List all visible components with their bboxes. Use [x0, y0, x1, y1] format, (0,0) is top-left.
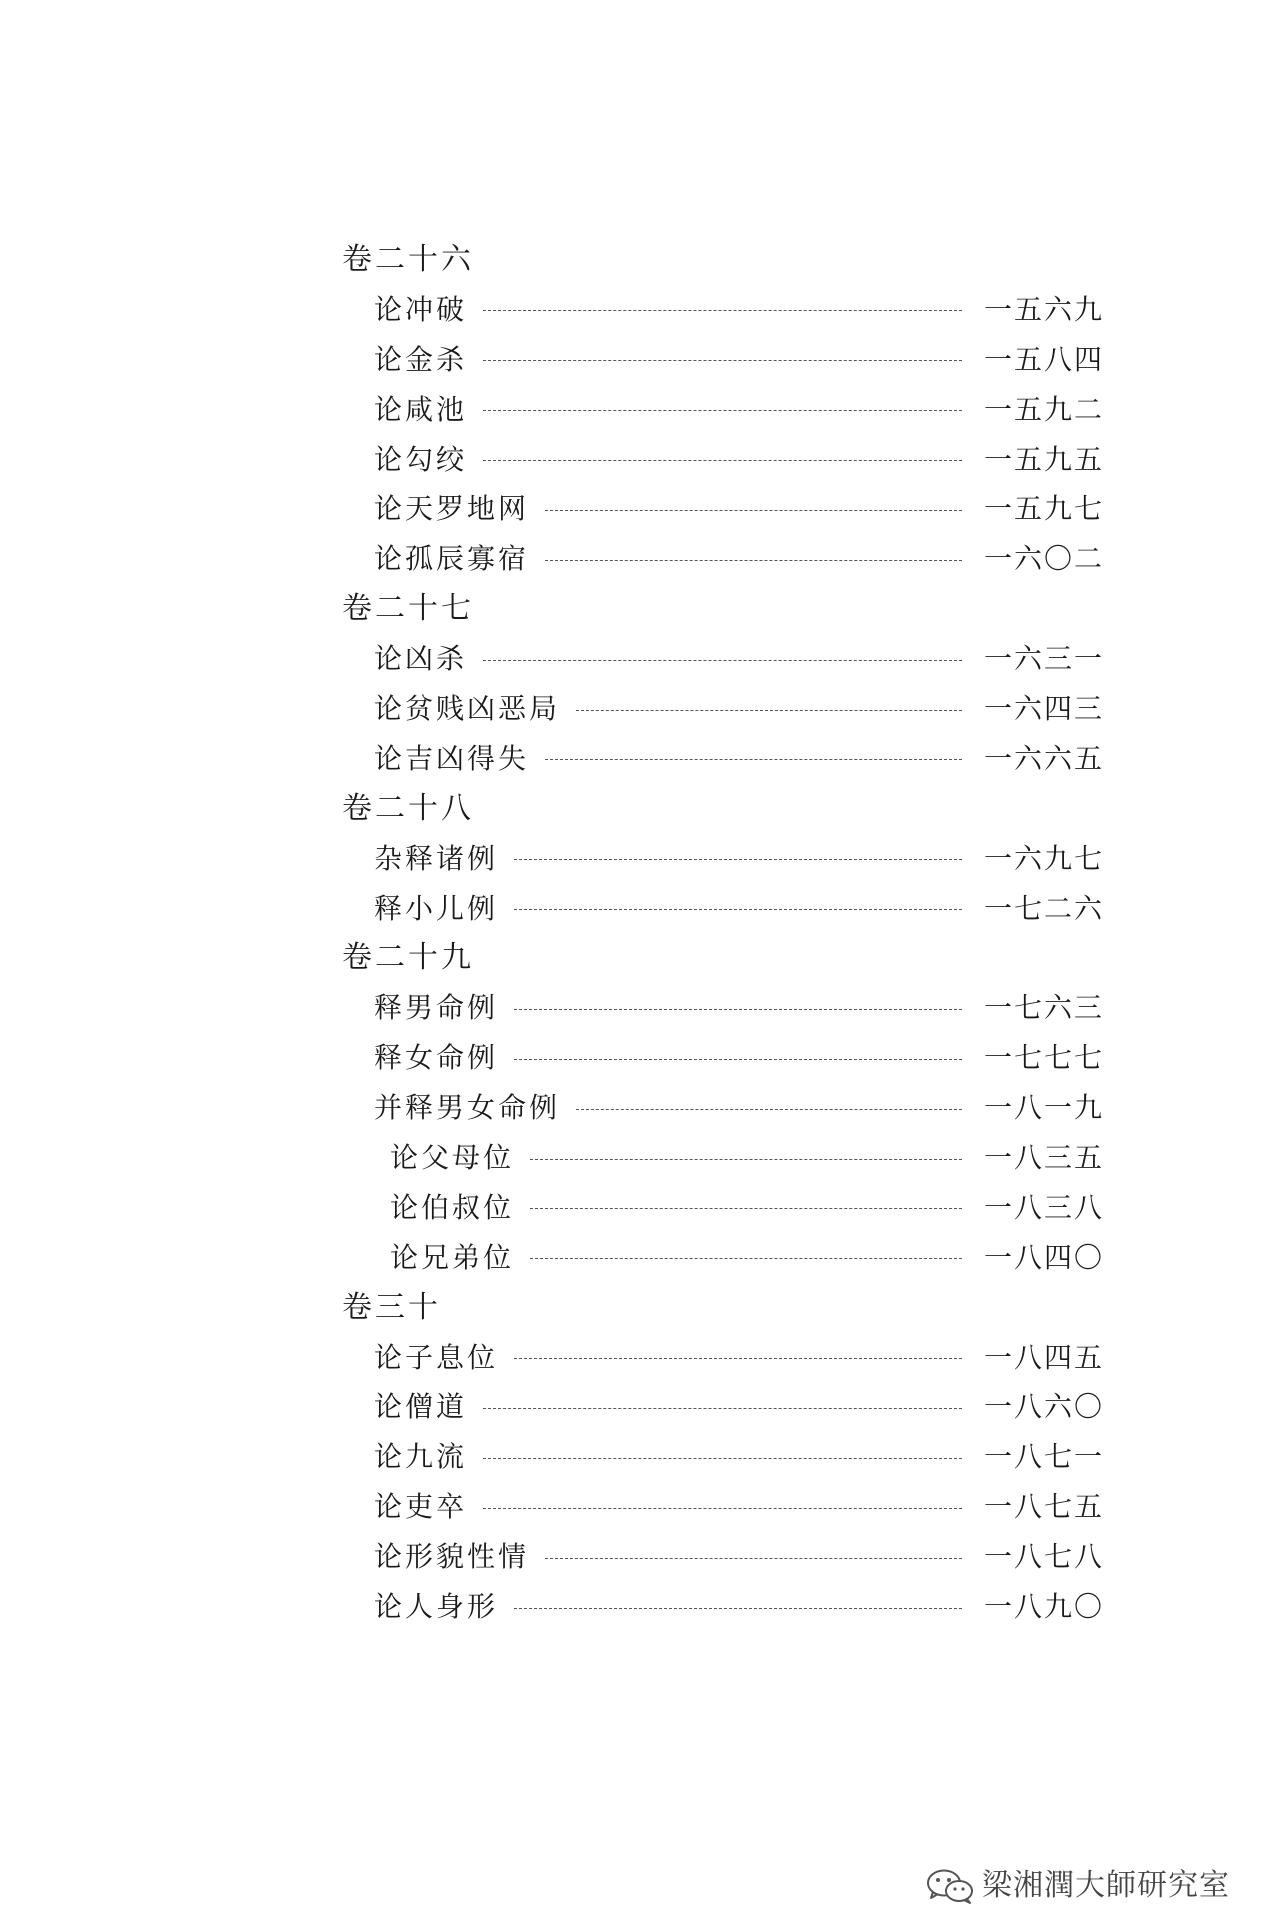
- toc-entry: [374, 1439, 1104, 1475]
- entry-label: 论贫贱凶恶局: [374, 692, 561, 726]
- toc-entry-row: [0, 1084, 1280, 1134]
- entry-page-number: 一七二六: [983, 891, 1104, 925]
- dotted-leader: [483, 1408, 962, 1409]
- toc-subentry: [390, 1140, 1104, 1176]
- entry-page-number: 一六三一: [983, 642, 1104, 676]
- toc-entry-row: [0, 984, 1280, 1034]
- entry-page-number: 一五九七: [983, 492, 1104, 526]
- entry-label: 论天罗地网: [374, 492, 530, 526]
- entry-label: 论吉凶得失: [374, 741, 530, 775]
- toc-entry: [374, 442, 1104, 478]
- toc-subentry: [390, 1190, 1104, 1226]
- entry-label: 论九流: [374, 1440, 468, 1474]
- entry-page-number: 一八九〇: [983, 1590, 1104, 1624]
- toc-entry-row: [0, 485, 1280, 535]
- entry-label: 论勾绞: [374, 442, 468, 476]
- toc-entry: [374, 342, 1104, 378]
- toc-volume-row: [0, 785, 1280, 835]
- dotted-leader: [514, 1358, 962, 1359]
- toc-entry-row: [0, 1034, 1280, 1084]
- dotted-leader: [514, 909, 962, 910]
- toc-entry-row: [0, 835, 1280, 885]
- volume-title: 卷二十九: [342, 940, 474, 976]
- entry-page-number: 一七六三: [983, 991, 1104, 1025]
- toc-entry-row: [0, 1583, 1280, 1633]
- dotted-leader: [545, 510, 962, 511]
- watermark: [924, 1866, 1230, 1906]
- entry-label: 杂释诸例: [374, 841, 499, 875]
- toc-entry: [374, 1389, 1104, 1425]
- dotted-leader: [545, 1558, 962, 1559]
- dotted-leader: [483, 1508, 962, 1509]
- toc-subentry: [390, 1240, 1104, 1276]
- entry-page-number: 一五九二: [983, 392, 1104, 426]
- dotted-leader: [576, 710, 962, 711]
- dotted-leader: [483, 460, 962, 461]
- toc-volume-row: [0, 236, 1280, 286]
- entry-label: 论父母位: [390, 1141, 515, 1175]
- watermark-text: 梁湘潤大師研究室: [982, 1868, 1230, 1903]
- entry-page-number: 一八四〇: [983, 1240, 1104, 1274]
- dotted-leader: [483, 410, 962, 411]
- toc-entry-row: [0, 635, 1280, 685]
- dotted-leader: [483, 360, 962, 361]
- entry-page-number: 一八三八: [983, 1190, 1104, 1224]
- toc-volume-row: [0, 934, 1280, 984]
- entry-page-number: 一八七八: [983, 1540, 1104, 1574]
- toc-entry: [374, 1040, 1104, 1076]
- entry-label: 论咸池: [374, 392, 468, 426]
- dotted-leader: [483, 660, 962, 661]
- volume-title: 卷二十八: [342, 790, 474, 826]
- entry-page-number: 一七七七: [983, 1041, 1104, 1075]
- entry-label: 论吏卒: [374, 1490, 468, 1524]
- toc-entry-row: [0, 535, 1280, 585]
- entry-page-number: 一八三五: [983, 1141, 1104, 1175]
- toc-entry-row: [0, 1184, 1280, 1234]
- entry-page-number: 一五八四: [983, 342, 1104, 376]
- dotted-leader: [514, 859, 962, 860]
- toc-entry: [374, 292, 1104, 328]
- entry-label: 论冲破: [374, 292, 468, 326]
- toc-entry-row: [0, 685, 1280, 735]
- toc-entry: [374, 1340, 1104, 1376]
- volume-title: 卷三十: [342, 1289, 441, 1325]
- entry-label: 论形貌性情: [374, 1540, 530, 1574]
- toc-entry: [374, 841, 1104, 877]
- toc-entry: [374, 990, 1104, 1026]
- entry-label: 释女命例: [374, 1041, 499, 1075]
- toc-entry-row: [0, 1134, 1280, 1184]
- toc-entry: [374, 1489, 1104, 1525]
- toc-entry-row: [0, 336, 1280, 386]
- toc-entry: [374, 1589, 1104, 1625]
- toc-entry: [374, 541, 1104, 577]
- entry-label: 并释男女命例: [374, 1091, 561, 1125]
- entry-page-number: 一六九七: [983, 841, 1104, 875]
- entry-page-number: 一八一九: [983, 1091, 1104, 1125]
- entry-label: 释小儿例: [374, 891, 499, 925]
- dotted-leader: [483, 310, 962, 311]
- toc-entry: [374, 691, 1104, 727]
- entry-page-number: 一五九五: [983, 442, 1104, 476]
- entry-label: 论僧道: [374, 1390, 468, 1424]
- dotted-leader: [530, 1208, 962, 1209]
- dotted-leader: [483, 1458, 962, 1459]
- entry-page-number: 一六六五: [983, 741, 1104, 775]
- toc-entry-row: [0, 1433, 1280, 1483]
- toc-entry-row: [0, 885, 1280, 935]
- entry-label: 论凶杀: [374, 642, 468, 676]
- toc-entry: [374, 1539, 1104, 1575]
- entry-page-number: 一六四三: [983, 692, 1104, 726]
- dotted-leader: [530, 1159, 962, 1160]
- entry-label: 释男命例: [374, 991, 499, 1025]
- dotted-leader: [545, 759, 962, 760]
- toc-entry-row: [0, 1234, 1280, 1284]
- dotted-leader: [530, 1258, 962, 1259]
- wechat-icon: [924, 1867, 976, 1905]
- dotted-leader: [576, 1109, 962, 1110]
- entry-page-number: 一五六九: [983, 292, 1104, 326]
- entry-page-number: 一八四五: [983, 1340, 1104, 1374]
- toc-entry-row: [0, 286, 1280, 336]
- dotted-leader: [545, 560, 962, 561]
- dotted-leader: [514, 1608, 962, 1609]
- toc-entry-row: [0, 1533, 1280, 1583]
- entry-label: 论兄弟位: [390, 1240, 515, 1274]
- toc-entry-row: [0, 735, 1280, 785]
- toc-volume-row: [0, 1284, 1280, 1334]
- toc-volume-row: [0, 585, 1280, 635]
- entry-page-number: 一六〇二: [983, 542, 1104, 576]
- toc-entry: [374, 641, 1104, 677]
- entry-page-number: 一八七五: [983, 1490, 1104, 1524]
- entry-label: 论金杀: [374, 342, 468, 376]
- entry-page-number: 一八七一: [983, 1440, 1104, 1474]
- dotted-leader: [514, 1009, 962, 1010]
- entry-label: 论人身形: [374, 1590, 499, 1624]
- entry-label: 论孤辰寡宿: [374, 542, 530, 576]
- volume-title: 卷二十七: [342, 591, 474, 627]
- toc-entry: [374, 741, 1104, 777]
- volume-title: 卷二十六: [342, 242, 474, 277]
- dotted-leader: [514, 1059, 962, 1060]
- entry-page-number: 一八六〇: [983, 1390, 1104, 1424]
- toc-entry: [374, 491, 1104, 527]
- toc-entry: [374, 1090, 1104, 1126]
- toc-entry-row: [0, 1334, 1280, 1384]
- toc-entry: [374, 392, 1104, 428]
- entry-label: 论子息位: [374, 1340, 499, 1374]
- toc-entry-row: [0, 436, 1280, 486]
- entry-label: 论伯叔位: [390, 1190, 515, 1224]
- toc-entry-row: [0, 386, 1280, 436]
- toc-entry-row: [0, 1483, 1280, 1533]
- toc-entry-row: [0, 1383, 1280, 1433]
- table-of-contents: [0, 236, 1280, 1633]
- toc-entry: [374, 891, 1104, 927]
